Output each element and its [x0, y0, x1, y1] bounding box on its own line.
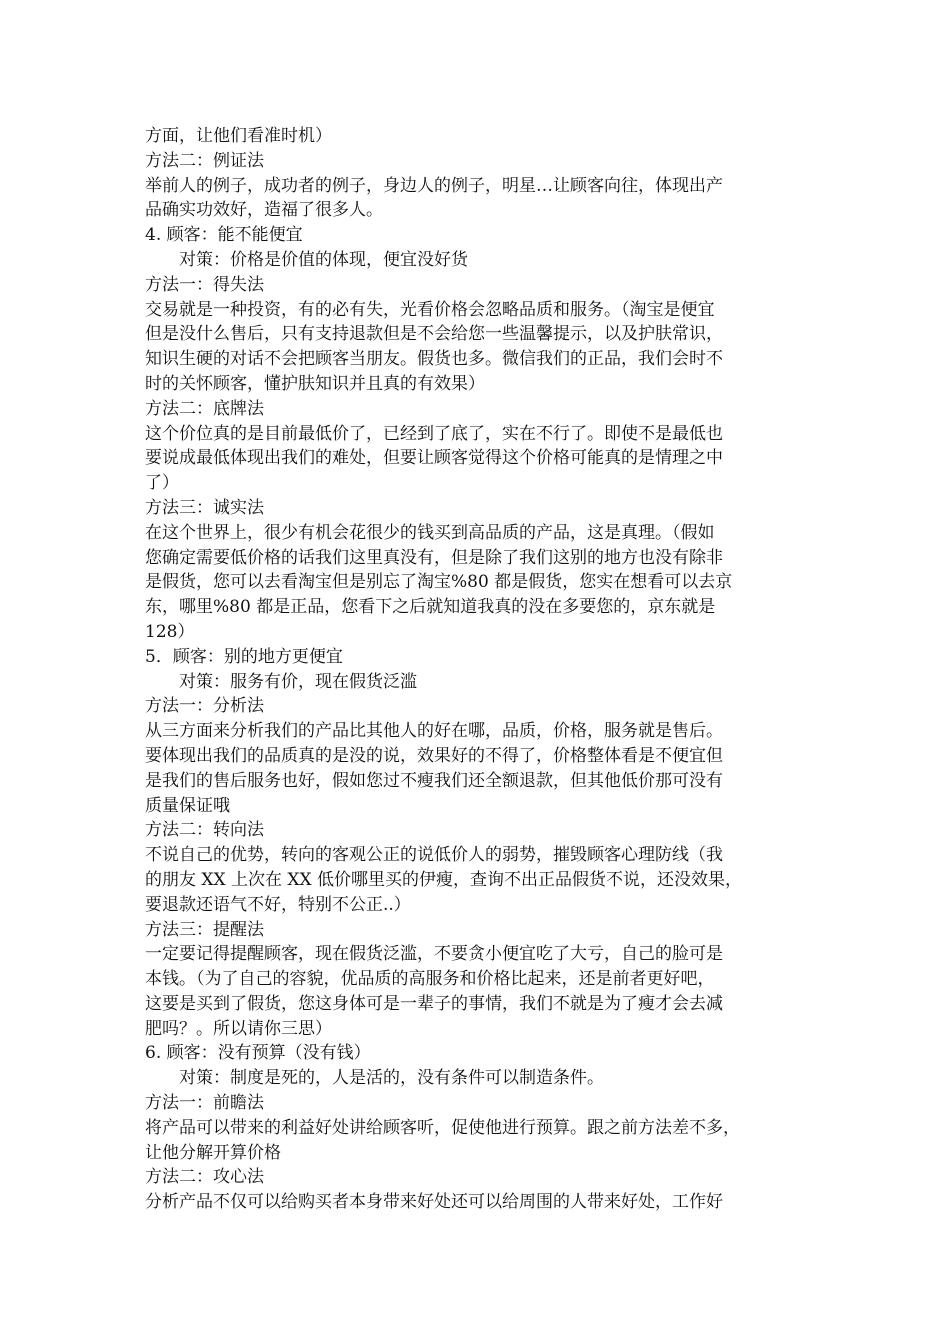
method-heading: 方法一：前瞻法 [145, 1093, 264, 1114]
text-line: 这要是买到了假货，您这身体可是一辈子的事情，我们不就是为了瘦才会去减 [145, 993, 723, 1014]
method-heading: 方法一：得失法 [145, 274, 264, 295]
text-line: 的朋友 XX 上次在 XX 低价哪里买的伊瘦，查询不出正品假货不说，还没效果， [145, 869, 743, 890]
text-line: 了） [145, 473, 179, 494]
text-line: 时的关怀顾客，懂护肤知识并且真的有效果） [145, 373, 485, 394]
method-heading: 方法二：底牌法 [145, 398, 264, 419]
strategy-line: 对策：服务有价，现在假货泛滥 [179, 671, 417, 692]
method-heading: 方法二：转向法 [145, 820, 264, 841]
text-line: 是假货，您可以去看淘宝但是别忘了淘宝%80 都是假货，您实在想看可以去京 [145, 572, 733, 593]
text-line: 但是没什么售后，只有支持退款但是不会给您一些温馨提示，以及护肤常识， [145, 324, 723, 345]
text-line: 128） [145, 621, 195, 642]
section-heading: 4. 顾客：能不能便宜 [145, 225, 303, 246]
text-line: 从三方面来分析我们的产品比其他人的好在哪，品质，价格，服务就是售后。 [145, 721, 723, 742]
text-line: 要说成最低体现出我们的难处，但要让顾客觉得这个价格可能真的是情理之中 [145, 448, 723, 469]
strategy-line: 对策：价格是价值的体现，便宜没好货 [179, 249, 468, 270]
section-heading: 5．顾客：别的地方更便宜 [145, 646, 343, 667]
method-heading: 方法三：提醒法 [145, 919, 264, 940]
text-line: 东，哪里%80 都是正品，您看下之后就知道我真的没在多要您的，京东就是 [145, 597, 716, 618]
text-line: 要体现出我们的品质真的是没的说，效果好的不得了，价格整体看是不便宜但 [145, 745, 723, 766]
text-line: 交易就是一种投资，有的必有失，光看价格会忽略品质和服务。（淘宝是便宜 [145, 299, 715, 320]
method-heading: 方法二：例证法 [145, 150, 264, 171]
text-line: 知识生硬的对话不会把顾客当朋友。假货也多。微信我们的正品，我们会时不 [145, 349, 723, 370]
text-line: 一定要记得提醒顾客，现在假货泛滥，不要贪小便宜吃了大亏，自己的脸可是 [145, 944, 723, 965]
text-line: 方面，让他们看准时机） [145, 126, 332, 146]
method-heading: 方法二：攻心法 [145, 1167, 264, 1188]
text-line: 这个价位真的是目前最低价了，已经到了底了，实在不行了。即使不是最低也 [145, 423, 723, 444]
text-line: 在这个世界上，很少有机会花很少的钱买到高品质的产品，这是真理。（假如 [145, 522, 715, 543]
text-line: 品确实功效好，造福了很多人。 [145, 200, 383, 221]
text-line: 不说自己的优势，转向的客观公正的说低价人的弱势，摧毁顾客心理防线（我 [145, 845, 723, 866]
text-line: 质量保证哦 [145, 795, 230, 816]
text-line: 是我们的售后服务也好，假如您过不瘦我们还全额退款，但其他低价那可没有 [145, 770, 723, 791]
text-line: 要退款还语气不好，特别不公正..） [145, 894, 411, 915]
text-line: 将产品可以带来的利益好处讲给顾客听，促使他进行预算。跟之前方法差不多， [145, 1117, 740, 1138]
text-line: 肥吗？。所以请你三思） [145, 1018, 332, 1039]
text-line: 本钱。（为了自己的容貌，优品质的高服务和价格比起来，还是前者更好吧， [145, 969, 715, 990]
text-line: 举前人的例子，成功者的例子，身边人的例子，明星…让顾客向往，体现出产 [145, 175, 723, 196]
method-heading: 方法一：分析法 [145, 696, 264, 717]
text-line: 分析产品不仅可以给购买者本身带来好处还可以给周围的人带来好处，工作好 [145, 1192, 723, 1213]
strategy-line: 对策：制度是死的，人是活的，没有条件可以制造条件。 [179, 1068, 604, 1089]
method-heading: 方法三：诚实法 [145, 497, 264, 518]
text-line: 让他分解开算价格 [145, 1142, 281, 1163]
text-line: 您确定需要低价格的话我们这里真没有，但是除了我们这别的地方也没有除非 [145, 547, 723, 568]
section-heading: 6. 顾客：没有预算（没有钱） [145, 1043, 371, 1064]
document-body [145, 124, 815, 1215]
